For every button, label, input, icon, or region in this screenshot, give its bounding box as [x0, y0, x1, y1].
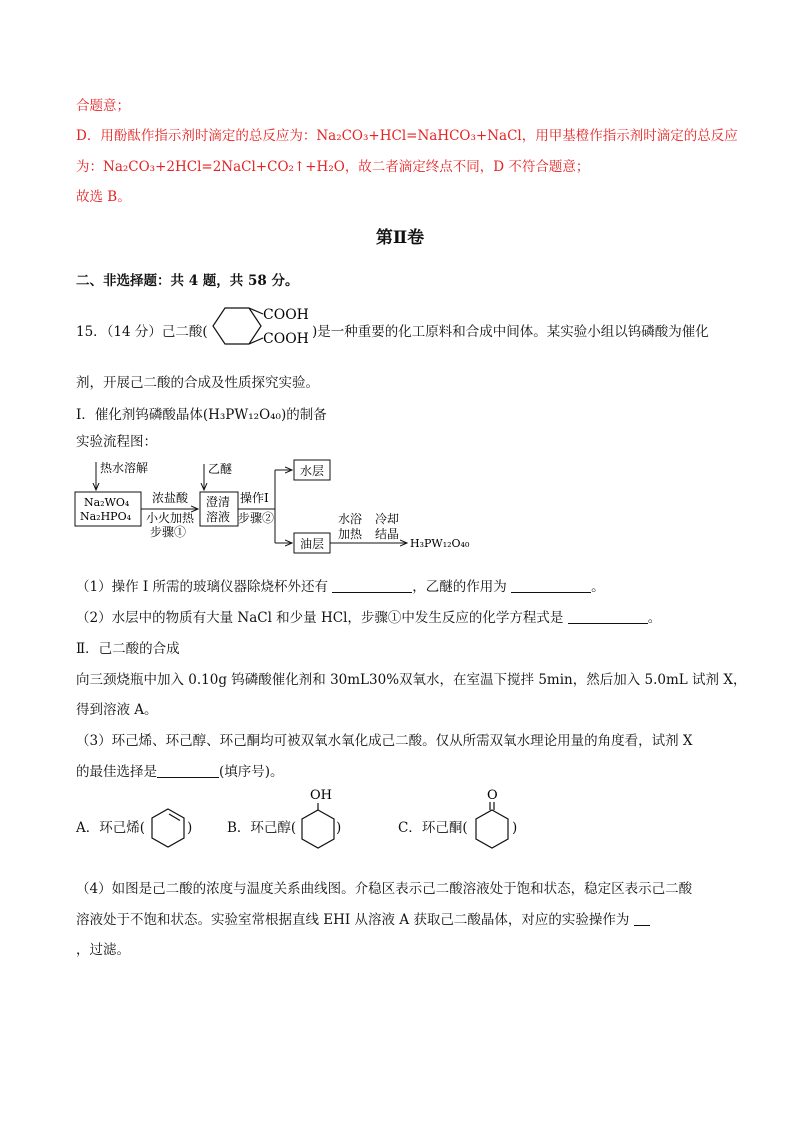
label-step2: 步骤②	[238, 511, 275, 525]
subq1	[76, 577, 605, 597]
cooh-lower: COOH	[263, 331, 309, 347]
answer-text-line3	[76, 157, 589, 177]
box1-line2: Na₂HPO₄	[80, 510, 132, 523]
answer-conclusion: 故选 B。	[76, 189, 131, 205]
answer-line3-suffix: ，故二者滴定终点不同，D 不符合题意；	[344, 159, 590, 175]
answer-option-d	[76, 126, 738, 146]
answer-blank-3[interactable]	[568, 609, 648, 624]
cyclohexanol-ring	[302, 810, 334, 848]
label-heat: 小火加热	[146, 511, 195, 525]
label-heating: 加热	[338, 527, 363, 541]
option-b-label: B．环己醇(	[227, 820, 297, 836]
cyclohexanone-structure	[470, 786, 514, 852]
section-heading: 二、非选择题：共 4 题，共 58 分。	[76, 273, 299, 289]
cyclohexene-structure	[148, 806, 188, 850]
subq1-text-b: ，乙醚的作用为	[412, 579, 512, 595]
subq3-text-c: (填序号)。	[219, 764, 284, 780]
q15-number: 15．（14 分）己二酸(	[76, 324, 208, 340]
answer-d-equation1: Na₂CO₃+HCl=NaHCO₃+NaCl	[316, 128, 522, 144]
answer-d-equation2: Na₂CO₃+2HCl=2NaCl+CO₂↑+H₂O	[103, 159, 345, 175]
subq4-text-b: 溶液处于不饱和状态。实验室常根据直线 EHI 从溶液 A 获取己二酸晶体，对应的实验操作为	[76, 912, 634, 928]
answer-blank-4[interactable]	[157, 763, 219, 778]
answer-line3-prefix: 为：	[76, 159, 103, 175]
box2-line2: 溶液	[206, 510, 231, 524]
cyclohexanol-structure	[296, 786, 340, 852]
option-b-close: )	[336, 820, 342, 836]
option-a-close: )	[187, 820, 193, 836]
option-c-label: C．环己酮(	[398, 820, 468, 836]
q15-intro-tail: )是一种重要的化工原料和合成中间体。某实验小组以钨磷酸为催化	[312, 324, 709, 340]
cooh-upper: COOH	[263, 307, 309, 323]
answer-text-line1: 合题意；	[76, 98, 130, 114]
answer-d-mid: ，用甲基橙作指示剂时滴定的总反应	[521, 128, 738, 144]
flow-chart	[70, 456, 490, 556]
answer-blank-2[interactable]	[511, 578, 591, 593]
subq2	[76, 608, 661, 628]
subq2-text-b: 。	[647, 610, 662, 626]
subq1-text-a: （1）操作 I 所需的玻璃仪器除烧杯外还有	[76, 579, 333, 595]
label-product: H₃PW₁₂O₄₀	[410, 537, 470, 550]
section-title: 第Ⅱ卷	[375, 228, 425, 248]
adipic-acid-structure	[207, 300, 315, 356]
subq3-line2	[76, 762, 284, 782]
box4-label: 油层	[300, 537, 325, 551]
option-c-close: )	[512, 820, 518, 836]
hexagon-ring	[213, 308, 261, 344]
part1-title: Ⅰ．催化剂钨磷酸晶体(H₃PW₁₂O₄₀)的制备	[76, 407, 327, 423]
cyclohexene-ring	[152, 809, 184, 847]
subq3-text-b: 的最佳选择是	[76, 764, 157, 780]
subq2-text-a: （2）水层中的物质有大量 NaCl 和少量 HCl，步骤①中发生反应的化学方程式是	[76, 610, 568, 626]
label-ether: 乙醚	[208, 462, 233, 476]
flow-title: 实验流程图：	[76, 434, 157, 450]
hydroxyl-label: OH	[310, 788, 332, 803]
label-cooling: 冷却	[375, 512, 400, 526]
answer-blank-1[interactable]	[332, 578, 412, 593]
label-water-bath: 水浴	[338, 512, 363, 526]
part2-paragraph-1: 向三颈烧瓶中加入 0.10g 钨磷酸催化剂和 30mL30%双氧水，在室温下搅拌 5min，然后加入 5.0mL 试剂 X，	[76, 672, 747, 688]
q15-intro-cont: 剂，开展己二酸的合成及性质探究实验。	[76, 375, 319, 391]
subq3-line1: （3）环己烯、环己醇、环己酮均可被双氧水氧化成己二酸。仅从所需双氧水理论用量的角度看，试剂 X	[76, 733, 693, 749]
answer-d-prefix: D．用酚酞作指示剂时滴定的总反应为：	[76, 128, 317, 144]
part2-title: Ⅱ．己二酸的合成	[76, 641, 180, 657]
answer-blank-5[interactable]	[634, 911, 650, 926]
label-hot-water: 热水溶解	[100, 461, 149, 475]
box3-label: 水层	[300, 464, 325, 478]
subq4-line2	[76, 910, 650, 930]
subq4-line1: （4）如图是己二酸的浓度与温度关系曲线图。介稳区表示己二酸溶液处于饱和状态，稳定区表示己二酸	[76, 881, 693, 897]
subq4-line3: ，过滤。	[76, 942, 130, 958]
cyclohexanone-ring	[476, 810, 508, 848]
box1-line1: Na₂WO₄	[84, 496, 130, 509]
box2-line1: 澄清	[206, 495, 231, 509]
subq1-text-c: 。	[591, 579, 605, 595]
option-a-label: A．环己烯(	[76, 820, 146, 836]
label-conc-hcl: 浓盐酸	[152, 491, 189, 505]
oxygen-label: O	[487, 788, 498, 803]
label-operation1: 操作I	[240, 491, 269, 505]
part2-paragraph-2: 得到溶液 A。	[76, 702, 158, 718]
label-step1: 步骤①	[150, 525, 187, 539]
label-crystal: 结晶	[375, 527, 400, 541]
